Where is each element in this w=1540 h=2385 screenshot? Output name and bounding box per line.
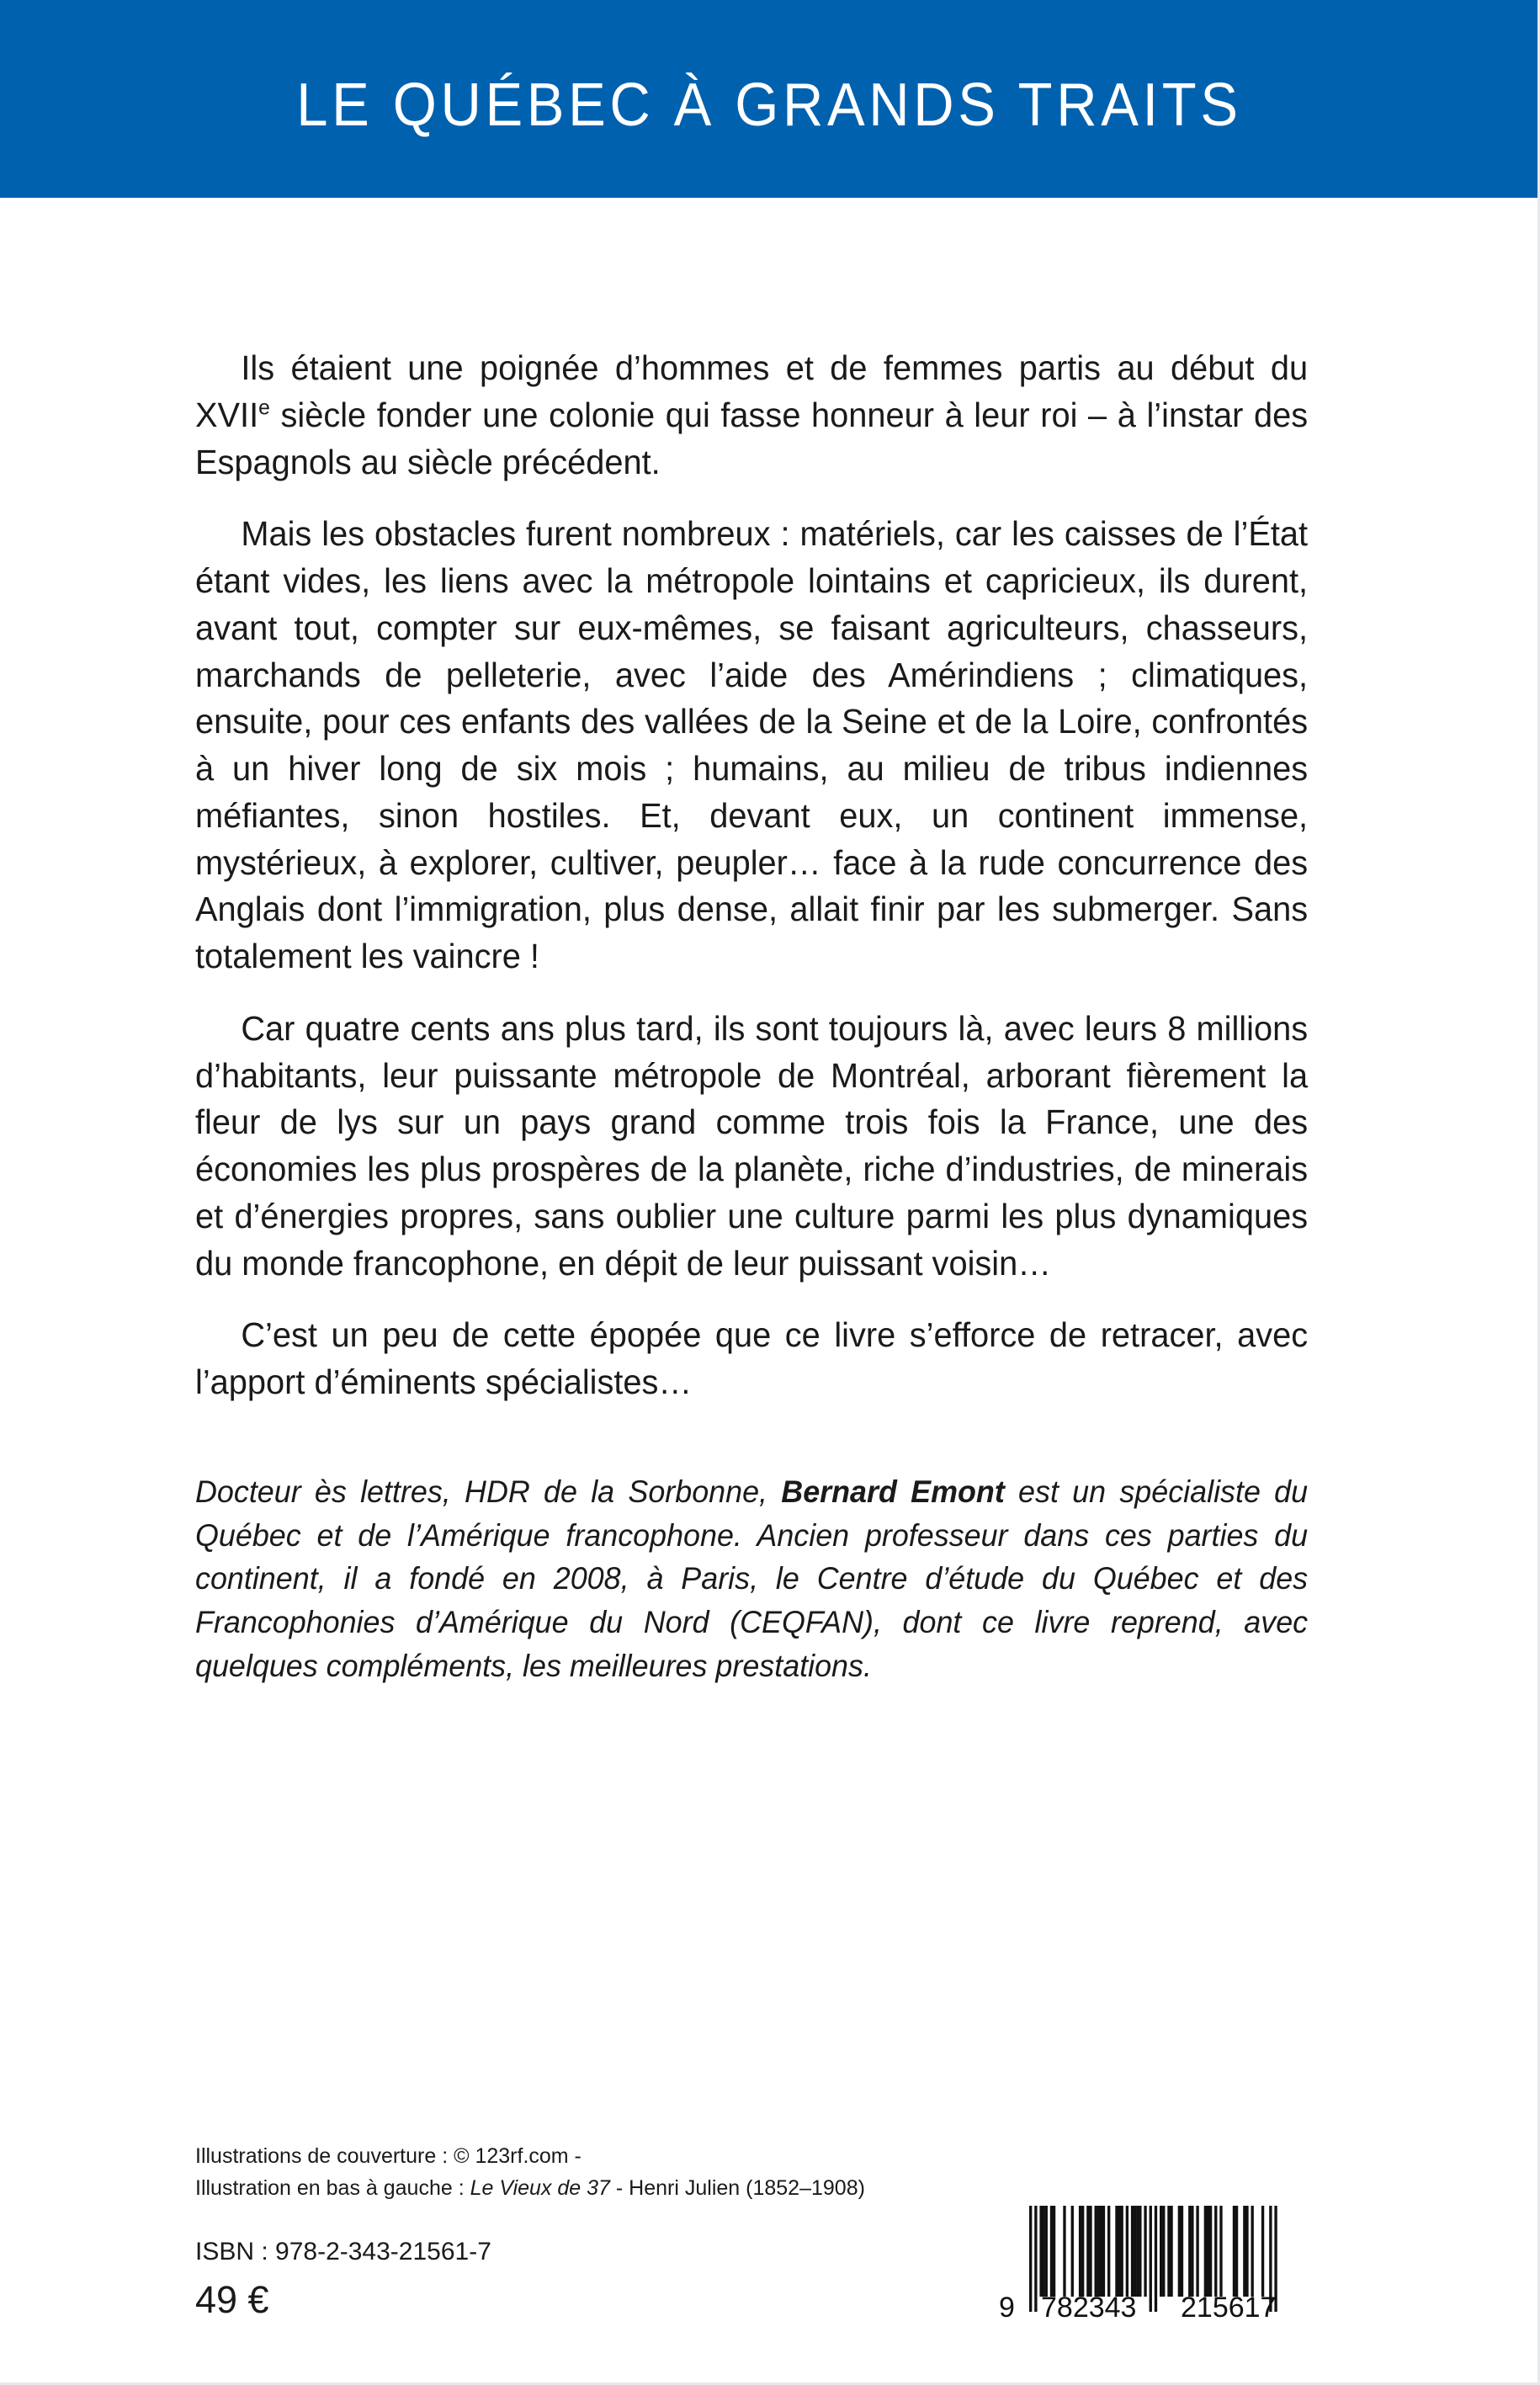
title-band (0, 0, 1537, 198)
blurb-paragraph-3: Car quatre cents ans plus tard, ils sont toujours là, avec leurs 8 millions d’habitants, leur puissante métropole de Montréal, arborant fièrement la fleur de lys sur un pays grand comme trois fois la France, une des économies les plus prospères de la planète, riche d’industries, de minerais et d’énergies propres, sans oublier une culture parmi les plus dynamiques du monde francophone, en dépit de leur puissant voisin… (195, 1008, 1309, 1283)
blurb-paragraph-2: Mais les obstacles furent nombreux : matériels, car les caisses de l’État étant vides, les liens avec la métropole lointains et capricieux, ils durent, avant tout, compter sur eux-mêmes, se faisant agriculteurs, chasseurs, marchands de pelleterie, avec l’aide des Amérindiens ; climatiques, ensuite, pour ces enfants des vallées de la Seine et de la Loire, confrontés à un hiver long de six mois ; humains, au milieu de tribus indiennes méfiantes, sinon hostiles. Et, devant eux, un continent immense, mystérieux, à explorer, cultiver, peupler… face à la rude concurrence des Anglais dont l’immigration, plus dense, allait finir par les submerger. Sans totalement les vaincre ! (195, 514, 1309, 975)
credit-line-1: Illustrations de couverture : © 123rf.com - (195, 2144, 581, 2168)
barcode-left-digits: 782343 (1041, 2292, 1137, 2320)
author-bio (195, 1470, 1342, 1688)
author-name: Bernard Emont (781, 1474, 1005, 1509)
blurb-paragraph-4: C’est un peu de cette épopée que ce livre s’efforce de retracer, avec l’apport d’éminents spécialistes… (195, 1315, 1309, 1401)
credit-line-2-prefix: Illustration en bas à gauche : (195, 2176, 470, 2200)
back-cover-content (0, 198, 1537, 2382)
footer-left-block (195, 2140, 865, 2322)
ean13-barcode (994, 2167, 1330, 2320)
bio-text-after-name: est un spécialiste du Québec et de l’Amérique francophone. Ancien professeur dans ces parties du continent, il a fondé en 2008, à Paris, le Centre d’étude du Québec et des Francophonies d’Amérique du Nord (CEQFAN), dont ce livre reprend, avec quelques compléments, les meilleures prestations. (195, 1474, 1309, 1683)
blurb-paragraph-1: Ils étaient une poignée d’hommes et de femmes partis au début du XVIIe siècle fonder une colonie qui fasse honneur à leur roi – à l’instar des Espagnols au siècle précédent. (195, 348, 1309, 481)
credit-line-2 (195, 2172, 865, 2204)
page-title: LE QUÉBEC À GRANDS TRAITS (295, 71, 1242, 139)
isbn-label: ISBN : 978-2-343-21561-7 (195, 2238, 491, 2265)
price-label: 49 € (195, 2278, 269, 2321)
barcode-area (994, 2167, 1330, 2320)
footer (195, 2140, 1342, 2322)
author-bio-paragraph (195, 1470, 1308, 1688)
barcode-right-digits: 215617 (1181, 2292, 1277, 2320)
credit-line-2-suffix: - Henri Julien (1852–1908) (609, 2176, 865, 2200)
barcode-graphic (994, 2167, 1330, 2320)
barcode-lead-digit: 9 (999, 2292, 1015, 2320)
bio-text-before-name: Docteur ès lettres, HDR de la Sorbonne, (195, 1474, 782, 1509)
credit-work-title: Le Vieux de 37 (470, 2176, 610, 2200)
blurb-text (195, 345, 1342, 1406)
cover-credits (195, 2140, 865, 2204)
